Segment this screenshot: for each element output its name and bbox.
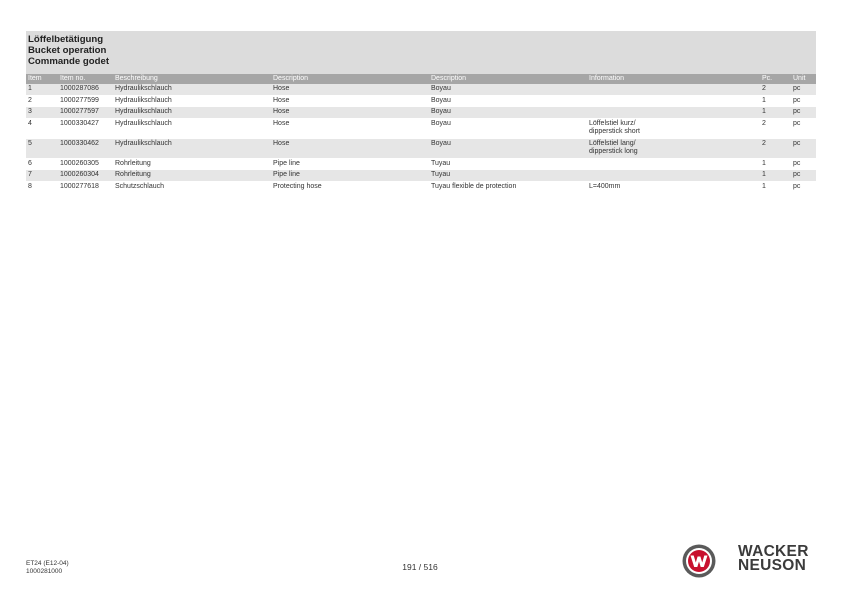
information-line: L=400mm: [589, 182, 621, 190]
cell-item: 6: [26, 158, 58, 170]
cell-item-no: 1000277618: [58, 181, 113, 193]
col-header-item-no: Item no.: [58, 74, 113, 84]
cell-information: [587, 170, 760, 182]
cell-pc: 1: [760, 95, 791, 107]
table-row: [26, 95, 816, 107]
information-line-2: dipperstick long: [589, 148, 638, 155]
cell-item-no: 1000277599: [58, 95, 113, 107]
cell-item: 8: [26, 181, 58, 193]
cell-unit: pc: [791, 118, 816, 138]
cell-item: 2: [26, 95, 58, 107]
cell-beschreibung: Hydraulikschlauch: [113, 107, 271, 119]
cell-unit: pc: [791, 107, 816, 119]
section-header: [26, 31, 816, 74]
document-reference: [26, 560, 69, 575]
cell-pc: 2: [760, 84, 791, 95]
cell-pc: 1: [760, 181, 791, 193]
table-row: [26, 181, 816, 193]
table-header-row: [26, 74, 816, 84]
wacker-neuson-w-icon: [681, 543, 717, 579]
cell-unit: pc: [791, 170, 816, 182]
cell-beschreibung: Hydraulikschlauch: [113, 118, 271, 138]
col-header-item: Item: [26, 74, 58, 84]
cell-description-fr: Boyau: [429, 107, 587, 119]
cell-item: 3: [26, 107, 58, 119]
table-row: [26, 158, 816, 170]
col-header-pc: Pc.: [760, 74, 791, 84]
cell-description-fr: Tuyau flexible de protection: [429, 181, 587, 193]
cell-unit: pc: [791, 138, 816, 158]
cell-pc: 1: [760, 170, 791, 182]
cell-item: 5: [26, 138, 58, 158]
cell-beschreibung: Rohrleitung: [113, 170, 271, 182]
cell-description-fr: Boyau: [429, 84, 587, 95]
document-code: ET24 (E12-04): [26, 560, 69, 567]
cell-item-no: 1000260304: [58, 170, 113, 182]
cell-beschreibung: Hydraulikschlauch: [113, 138, 271, 158]
brand-logo-line-2: NEUSON: [738, 557, 807, 574]
cell-unit: pc: [791, 158, 816, 170]
cell-description-en: Hose: [271, 95, 429, 107]
cell-description-fr: Tuyau: [429, 158, 587, 170]
cell-item-no: 1000330427: [58, 118, 113, 138]
cell-pc: 1: [760, 158, 791, 170]
brand-logo-line-1: WACKER: [738, 543, 809, 560]
cell-pc: 2: [760, 118, 791, 138]
cell-information: [587, 95, 760, 107]
table-row: [26, 118, 816, 138]
title-english: Bucket operation: [28, 45, 107, 56]
col-header-information: Information: [587, 74, 760, 84]
table-row: [26, 84, 816, 95]
cell-description-fr: Boyau: [429, 118, 587, 138]
cell-item-no: 1000330462: [58, 138, 113, 158]
cell-information: [587, 181, 760, 193]
cell-description-en: Pipe line: [271, 158, 429, 170]
parts-table: [26, 74, 816, 193]
document-number: 1000281000: [26, 567, 63, 575]
table-row: [26, 170, 816, 182]
cell-information: [587, 138, 760, 158]
title-french: Commande godet: [28, 56, 110, 67]
table-row: [26, 138, 816, 158]
cell-item-no: 1000277597: [58, 107, 113, 119]
cell-pc: 2: [760, 138, 791, 158]
cell-beschreibung: Hydraulikschlauch: [113, 95, 271, 107]
cell-beschreibung: Schutzschlauch: [113, 181, 271, 193]
cell-description-en: Hose: [271, 84, 429, 95]
cell-description-fr: Tuyau: [429, 170, 587, 182]
title-german: Löffelbetätigung: [28, 34, 104, 45]
cell-information: [587, 84, 760, 95]
cell-beschreibung: Hydraulikschlauch: [113, 84, 271, 95]
information-line: Löffelstiel kurz/: [589, 119, 636, 127]
cell-information: [587, 118, 760, 138]
cell-information: [587, 158, 760, 170]
col-header-description-fr: Description: [429, 74, 587, 84]
information-line: Löffelstiel lang/: [589, 139, 636, 147]
col-header-beschreibung: Beschreibung: [113, 74, 271, 84]
cell-description-en: Pipe line: [271, 170, 429, 182]
cell-beschreibung: Rohrleitung: [113, 158, 271, 170]
col-header-description-en: Description: [271, 74, 429, 84]
cell-item-no: 1000287086: [58, 84, 113, 95]
cell-unit: pc: [791, 84, 816, 95]
cell-information: [587, 107, 760, 119]
brand-logo: [738, 545, 809, 573]
cell-pc: 1: [760, 107, 791, 119]
cell-description-en: Protecting hose: [271, 181, 429, 193]
cell-item: 7: [26, 170, 58, 182]
cell-item-no: 1000260305: [58, 158, 113, 170]
cell-description-fr: Boyau: [429, 95, 587, 107]
cell-description-en: Hose: [271, 138, 429, 158]
cell-item: 1: [26, 84, 58, 95]
cell-description-en: Hose: [271, 107, 429, 119]
cell-description-fr: Boyau: [429, 138, 587, 158]
page-number: 191 / 516: [402, 562, 438, 572]
cell-item: 4: [26, 118, 58, 138]
cell-unit: pc: [791, 95, 816, 107]
col-header-unit: Unit: [791, 74, 816, 84]
cell-description-en: Hose: [271, 118, 429, 138]
information-line-2: dipperstick short: [589, 128, 640, 135]
table-row: [26, 107, 816, 119]
cell-unit: pc: [791, 181, 816, 193]
